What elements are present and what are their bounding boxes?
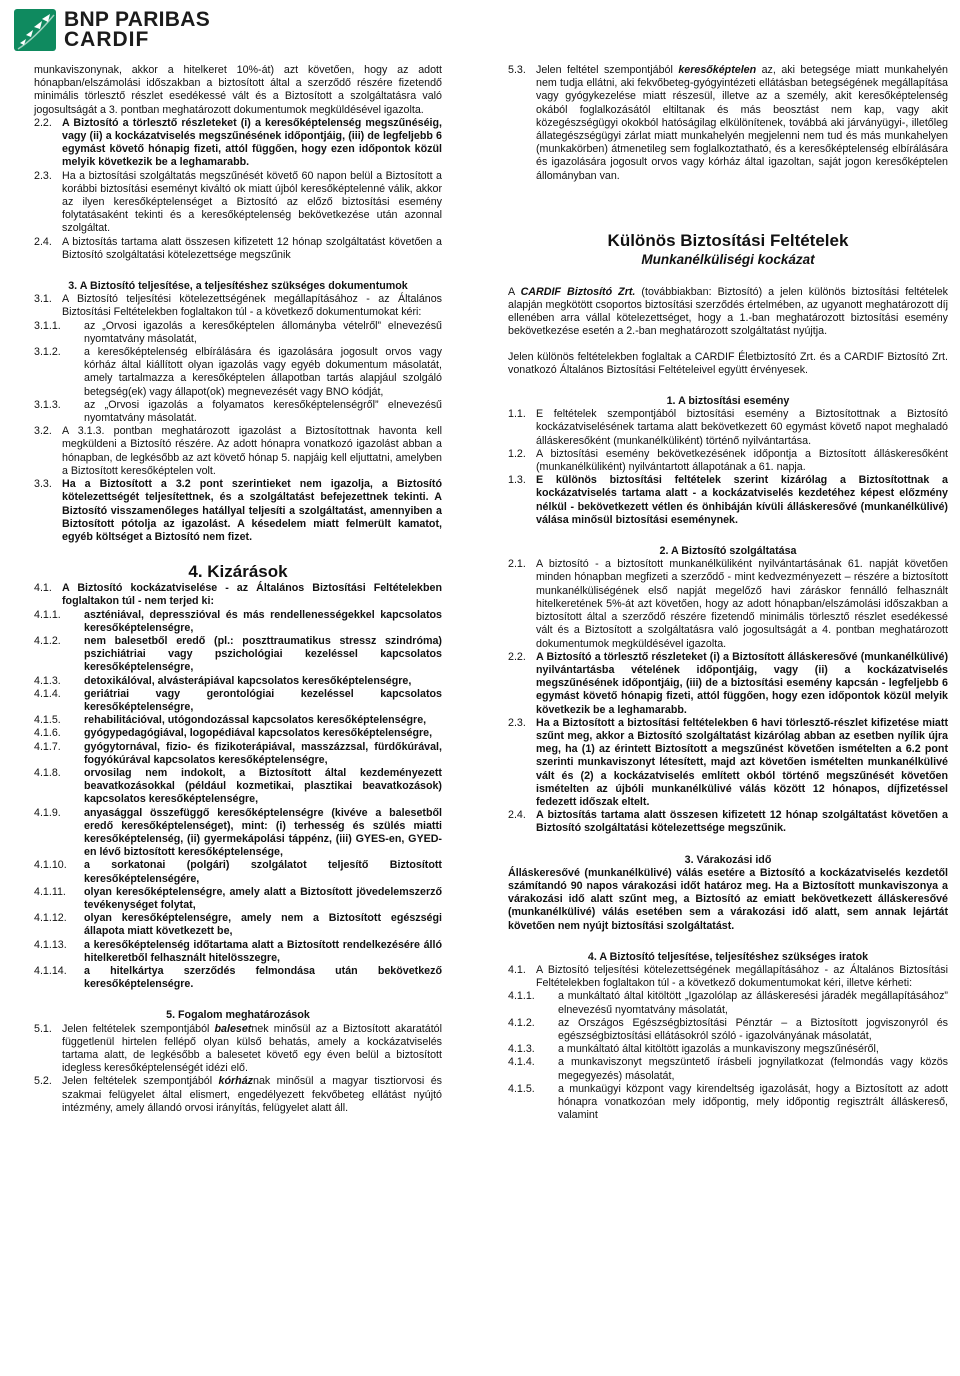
clause-number: 4.1. — [508, 963, 526, 976]
clause-text: a munkáltató által kitöltött igazolás a munkaviszony megszűnéséről, — [558, 1043, 879, 1056]
defined-term: baleset — [214, 1022, 252, 1035]
clause-2-1 — [508, 558, 948, 650]
clause-number: 4.1.3. — [508, 1043, 535, 1056]
clause-number: 4.1.3. — [34, 674, 61, 687]
clause-text: A 3.1.3. pontban meghatározott igazolást a Biztosítottnak havonta kell megküldeni a Biztosító részére. Az adott hónapra vonatkozó igazolást abban a hónapban, de legkésőbb az azt követő hónap 5. napjáig kell eljuttatni, amelyben a Biztosított keresőképtelen volt. — [62, 425, 442, 477]
clause-2-4 — [34, 236, 442, 262]
clause-text: A biztosító - a biztosított munkanélküliként nyilvántartásának 61. napját követően minden hónapban megfizeti a szerződő - mint kedvezményezett – részére a biztosított munkanélküliségének első napját megelőző havi záráskor fennálló felhasznált hitelkeretének 5%-át azt követően, hogy az adott hónapban/elszámolási időszakban a biztosított által a szerződő részére fizetendő minimális törlesztő részlet esedékessé vált és a Biztosított a szolgáltatásra való jogosultságát a 4. pontban meghatározott dokumentumok megküldésével igazolta. — [536, 558, 948, 650]
brand-name-line1: BNP PARIBAS — [64, 8, 211, 31]
list-item — [508, 1043, 948, 1056]
list-item — [34, 635, 442, 675]
clause-number: 3.1. — [34, 293, 52, 306]
text-part: Jelen feltételek szempontjából — [62, 1075, 219, 1088]
clause-number: 4.1.14. — [34, 965, 67, 977]
text-part: Jelen feltételek szempontjából — [62, 1022, 215, 1035]
defined-term: keresőképtelen — [678, 64, 757, 76]
document-subtitle: Munkanélküliségi kockázat — [641, 251, 815, 267]
clause-text: E különös biztosítási feltételek szerint kizárólag a Biztosítottnak a kockázatviselés tartama alatt - a kockázatviselés kezdetéhez képest előzmény nélkül - bekövetkezett vétlen és önhibáján kívüli álláskeresővé (munkanélkülivé) válása minősül biztosítási eseménynek. — [536, 474, 948, 526]
clause-text: olyan keresőképtelenségre, amely nem a Biztosított egészségi állapota miatt következett be, — [84, 912, 442, 938]
clause-number: 2.4. — [508, 809, 526, 822]
clause-2-3 — [34, 170, 442, 236]
clause-text: nem balesetből eredő (pl.: poszttraumatikus stressz szindróma) pszichiátriai vagy pszichológiai kezeléssel kapcsolatos keresőképtelenségre, — [84, 634, 442, 674]
clause-text: a keresőképtelenség időtartama alatt a Biztosított rendelkezésére álló hitelkeretből felhasznált hitelösszegre, — [84, 938, 442, 964]
clause-number: 4.1.2. — [34, 634, 61, 647]
text-part: (továbbiakban: Biztosító) a jelen különös biztosítási feltételek alapján megkötött csoportos biztosítási szerződés értelmében, az ugyanott meghatározott díj ellenében arra vállal kötelezettséget, hogy a 1.-ban meghatározott biztosítási esemény bekövetkezése esetén a 2.-ban meghatározott szolgáltatást nyújtja. — [508, 285, 948, 338]
clause-text: az „Orvosi igazolás a folyamatos keresőképtelenségről” elnevezésű nyomtatvány másolatát. — [84, 398, 442, 425]
clause-text: A biztosítási esemény bekövetkezésének időpontja a Biztosított álláskeresőként (munkanélküliként) nyilvántartott állapotának a 61. napja. — [536, 447, 948, 474]
section-5-heading: 5. Fogalom meghatározások — [166, 1009, 310, 1022]
clause-number: 4.1.4. — [508, 1056, 535, 1069]
brand-logo — [14, 6, 264, 54]
clause-text: az „Orvosi igazolás a keresőképtelen állományba vételről” elnevezésű nyomtatvány másolatát, — [84, 319, 442, 345]
list-item — [34, 675, 442, 688]
clause-text: aszténiával, depresszióval és más rendellenességekkel kapcsolatos keresőképtelenségre, — [84, 608, 442, 634]
clause-text: geriátriai vagy gerontológiai kezeléssel kapcsolatos keresőképtelenségre, — [84, 687, 442, 713]
list-item — [34, 859, 442, 885]
clause-text — [62, 1075, 442, 1115]
clause-text: gyógytornával, fizio- és fizikoterápiával, masszázzsal, fürdőkúrával, fogyókúrával kapcsolatos keresőképtelenségre, — [84, 740, 442, 766]
clause-5-1 — [34, 1023, 442, 1076]
text-part: nak minősül a magyar tisztiorvosi és szakmai felügyelet által elismert, engedélyezett fekvőbeteg ellátást nyújtó intézmény, amely állandó orvosi irányítás, felügyelet alatt áll. — [62, 1075, 442, 1114]
clause-number: 3.2. — [34, 425, 52, 438]
list-item — [34, 912, 442, 938]
list-item — [34, 714, 442, 727]
clause-number: 3.1.1. — [34, 319, 61, 332]
clause-3-1-3 — [34, 399, 442, 425]
list-item — [34, 688, 442, 714]
clause-number: 4.1.9. — [34, 806, 61, 819]
text-part: az, aki betegsége miatt munkahelyén nem tudja ellátni, aki fekvőbeteg-gyógyintézeti ellátásban betegségének megállapítása vagy gyógykezelése miatt részesül, illetve az a személy, akit keresőképtelenség okából foglalkozásától eltiltanak és más beosztást nem kap, vagy akit közegészségügyi okokból hatóságilag elkülönítenek, továbbá aki járványügyi-, illetőleg állategészségügyi zárlat miatt munkahelyén megjelenni nem tud és más munkahelyen (munkakörben) átmenetileg sem foglalkoztatható, és a keresőképtelenség elbírálására és igazolására jogosult orvos vagy kórház által igazoltan, saját jogon keresőképtelen állományban van. — [536, 64, 948, 182]
document-title: Különös Biztosítási Feltételek — [607, 230, 849, 250]
clause-number: 2.3. — [508, 716, 526, 729]
clause-text: A Biztosító a törlesztő részleteket (i) a keresőképtelenség megszűnéséig, vagy (ii) a kockázatviselés megszűnésének időpontjáig, (iii) de legfeljebb 6 egymást követő hónapig fizeti, attól függően, hogy ezen időpontok közül melyik következik be a leghamarabb. — [62, 116, 442, 169]
clause-3-1-1 — [34, 320, 442, 346]
clause-text: A Biztosító teljesítési kötelezettségének megállapításához - az Általános Biztosítási Feltételekben foglaltakon túl - a következő dokumentumokat kéri: — [62, 293, 442, 319]
clause-number: 1.3. — [508, 474, 526, 487]
clause-5-2 — [34, 1075, 442, 1115]
clause-text: A Biztosító kockázatviselése - az Általános Biztosítási Feltételekben foglaltakon túl - nem terjed ki: — [62, 582, 442, 608]
clause-1-2 — [508, 448, 948, 474]
list-item — [34, 767, 442, 807]
list-item — [508, 1056, 948, 1082]
clause-1-3 — [508, 474, 948, 527]
clause-text: A Biztosító teljesítési kötelezettségének megállapításához - az Általános Biztosítási Feltételekben foglaltakon túl - a következő dokumentumokat kéri, illetve kérheti: — [536, 963, 948, 990]
list-item — [508, 1083, 948, 1123]
clause-3-2 — [34, 425, 442, 478]
clause-number: 4.1.12. — [34, 912, 67, 925]
clause-text: a keresőképtelenség elbírálására és igazolására jogosult orvos vagy kórház által kiállított olyan igazolás vagy egyéb dokumentum másolatát, amely tartalmazza a keresőképtelen állapotban tartás alapjául szolgáló betegség(ek) vagy állapot(ok) megnevezését vagy BNO kódját, — [84, 346, 442, 398]
clause-text — [62, 1023, 442, 1076]
clause-text — [536, 64, 948, 183]
list-item — [508, 1017, 948, 1043]
list-item — [34, 886, 442, 912]
exclusions-list — [34, 609, 442, 992]
clause-number: 1.2. — [508, 447, 526, 460]
clause-text: detoxikálóval, alvásterápiával kapcsolatos keresőképtelenségre, — [84, 674, 412, 687]
clause-number: 4.1.10. — [34, 859, 67, 872]
brand-name-line2: CARDIF — [64, 28, 150, 51]
clause-number: 5.2. — [34, 1075, 52, 1088]
clause-4-1 — [508, 964, 948, 990]
clause-number: 4.1.1. — [34, 608, 61, 621]
right-column — [508, 64, 948, 1122]
intro-paragraph-2: Jelen különös feltételekben foglaltak a CARDIF Életbiztosító Zrt. és a CARDIF Biztosító Zrt. vonatkozó Általános Biztosítási Feltételeivel együtt érvényesek. — [508, 350, 948, 376]
clause-text: anyasággal összefüggő keresőképtelenségre (kivéve a balesetből eredő keresőképtelenséget), mint: (i) terhesség és szülés miatti keresőképtelenség, (ii) gyermekápolási táppénz, (iii) GYES-en, GYED-en lévő biztosított keresőképtelensége, — [84, 806, 442, 859]
section-3-heading: 3. A Biztosító teljesítése, a teljesítéshez szükséges dokumentumok — [68, 280, 408, 293]
defined-term: kórház — [218, 1075, 253, 1088]
clause-4-1 — [34, 582, 442, 608]
clause-text: Ha a Biztosított a 3.2 pont szerintieket nem igazolja, a Biztosító kötelezettségét teljesítettnek, és a szolgáltatást befejezettnek tekinti. A Biztosító visszamenőleges hatállyal teljesíti a szolgáltatást, amennyiben a Biztosított pótolja az igazolást. A késedelem miatt felmerült kamatot, egyéb költséget a Biztosító nem fizet. — [62, 478, 442, 543]
clause-text: orvosilag nem indokolt, a Biztosított által kezdeményezett beavatkozásokkal (például kozmetikai, plasztikai beavatkozások) kapcsolatos keresőképtelenségre, — [84, 766, 442, 806]
clause-2-4 — [508, 809, 948, 835]
list-item — [34, 939, 442, 965]
list-item — [34, 807, 442, 860]
clause-text: az Országos Egészségbiztosítási Pénztár – a Biztosított jogviszonyról és egészségbiztosítási ellátásokról szóló - igazolványának másolatát, — [558, 1016, 948, 1042]
clause-number: 4.1.11. — [34, 885, 66, 898]
clause-number: 2.2. — [34, 116, 52, 129]
clause-2-2 — [34, 117, 442, 170]
intro-paragraph — [508, 286, 948, 339]
clause-text: a hitelkártya szerződés felmondása után bekövetkező keresőképtelenségre. — [84, 965, 442, 991]
clause-text: A Biztosító a törlesztő részleteket (i) a Biztosított álláskeresővé (munkanélkülivé) nyilvántartásba vételének időpontjáig, vagy (ii) a kockázatviselés megszűnésének időpontjáig, (iii) de a biztosítási esemény kapcsán - legfeljebb 6 egymást követő hónapig fizeti, attól függően, hogy ezen időpontok közül melyik következik be a leghamarabb. — [536, 650, 948, 716]
clause-text: a munkaügyi központ vagy kirendeltség igazolását, hogy a Biztosított az adott hónapra vonatkozóan mely időpontig, mely időpontig regisztrált álláskereső, valamint — [558, 1082, 948, 1122]
list-item — [508, 990, 948, 1016]
text-part: A — [508, 285, 521, 298]
section-3-heading: 3. Várakozási idő — [684, 853, 772, 866]
clause-5-3 — [508, 64, 948, 183]
clause-number: 2.3. — [34, 169, 52, 182]
list-item — [34, 727, 442, 740]
clause-number: 4.1.5. — [34, 714, 61, 727]
clause-number: 2.4. — [34, 235, 52, 248]
clause-number: 4.1.4. — [34, 687, 61, 700]
clause-number: 4.1.7. — [34, 740, 61, 753]
clause-number: 4.1. — [34, 582, 52, 595]
clause-3-1-2 — [34, 346, 442, 399]
waiting-period-paragraph: Álláskeresővé (munkanélkülivé) válás esetére a Biztosító a kockázatviselés kezdetől számítandó 90 napos várakozási időt határoz meg. Ha a Biztosított munkaviszonya a várakozási idő alatt szűnt meg, a Biztosító az emiatt bekövetkezett álláskeresővé (munkanélkülivé) válás esetében sem a várakozási idő alatt, sem annak lejártát követően nem nyújt biztosítási szolgáltatást. — [508, 866, 948, 932]
left-column — [34, 64, 442, 1115]
clause-text: a munkaviszonyt megszüntető írásbeli jognyilatkozat (felmondás vagy közös megegyezés) másolatát, — [558, 1056, 948, 1082]
clause-text: A biztosítás tartama alatt összesen kifizetett 12 hónap szolgáltatást követően a Biztosító szolgáltatási kötelezettsége megszűnik. — [536, 809, 948, 835]
clause-1-1 — [508, 408, 948, 448]
section-4-heading: 4. Kizárások — [188, 562, 288, 582]
clause-text: olyan keresőképtelenségre, amely alatt a Biztosított jövedelemszerző tevékenységet folytat, — [84, 885, 442, 911]
section-4-heading: 4. A Biztosító teljesítése, teljesítéshez szükséges iratok — [587, 950, 869, 963]
list-item — [34, 965, 442, 991]
clause-number: 4.1.6. — [34, 727, 61, 740]
clause-number: 5.3. — [508, 64, 526, 76]
text-part: Jelen feltétel szempontjából — [536, 64, 679, 76]
clause-text: Ha a biztosítási szolgáltatás megszűnését követő 60 napon belül a Biztosított a korábbi biztosítási eseményt kiváltó ok miatt újból keresőképtelenné válik, akkor az ilyen keresőképtelenséget a Biztosító az előző biztosítási esemény folytatásaként tekinti és a keresőképtelenség bekövetkezése után azonnal szolgáltat. — [62, 169, 442, 235]
clause-number: 4.1.2. — [508, 1016, 535, 1029]
clause-3-3 — [34, 478, 442, 544]
section-1-heading: 1. A biztosítási esemény — [666, 395, 790, 408]
company-name: CARDIF Biztosító Zrt. — [520, 285, 636, 298]
clause-text: gyógypedagógiával, logopédiával kapcsolatos keresőképtelenségre, — [84, 727, 433, 740]
clause-text: rehabilitációval, utógondozással kapcsolatos keresőképtelenségre, — [84, 714, 427, 727]
list-item — [34, 741, 442, 767]
documents-list — [508, 990, 948, 1122]
clause-number: 4.1.13. — [34, 938, 67, 951]
clause-text: E feltételek szempontjából biztosítási esemény a Biztosítottnak a Biztosító kockázatviselésének tartama alatt bekövetkezett 60 egymást követő napot meghaladó álláskeresőként (munkanélküliként) történő nyilvántartása. — [536, 408, 948, 447]
list-item — [34, 609, 442, 635]
clause-text: Ha a Biztosított a biztosítási feltételekben 6 havi törlesztő-részlet kifizetése miatt szűnt meg, akkor a Biztosító szolgáltatást kizárólag abban az esetben nyílik újra meg, ha (1) az érintett Biztosított a megszűnést követően ismételten a 6.2 pont szerinti munkaviszonyt létesített, majd azt követően ismételten munkanélkülivé vált és (2) a kockázatviselés említett okból történő megszűnését követően ismételten az újbóli munkanélkülivé válás között 12 hónapos, díjfizetéssel fedezett időszak eltelt. — [536, 716, 948, 808]
clause-number: 5.1. — [34, 1022, 52, 1035]
clause-number: 4.1.8. — [34, 766, 61, 779]
section-2-heading: 2. A Biztosító szolgáltatása — [659, 545, 797, 558]
clause-number: 2.1. — [508, 558, 526, 571]
clause-3-1 — [34, 293, 442, 319]
clause-number: 2.2. — [508, 650, 526, 663]
clause-text: A biztosítás tartama alatt összesen kifizetett 12 hónap szolgáltatást követően a Biztosító szolgáltatási kötelezettsége megszűnik — [62, 235, 442, 261]
clause-2-3 — [508, 717, 948, 809]
text-part: nek minősül az a Biztosított akaratától függetlenül hirtelen fellépő olyan külső behatás, amely a kockázatviselés tartama alatt, de legkésőbb a balesetet követő egy éven belül a biztosított idegless keresőképtelenségét idézi elő. — [62, 1022, 442, 1075]
clause-number: 3.3. — [34, 478, 52, 491]
continuation-paragraph: munkaviszonynak, akkor a hitelkeret 10%-át) azt követően, hogy az adott hónapban/elszámolási időszakban a biztosított által a szerződő részére fizetendő minimális törlesztő részlet esedékessé vált és a Biztosított a szolgáltatásra való jogosultságát a 3. pontban meghatározott dokumentumok megküldésével igazolta. — [34, 64, 442, 116]
clause-number: 4.1.1. — [508, 990, 535, 1003]
bnp-stars-icon — [14, 9, 56, 51]
clause-text: a sorkatonai (polgári) szolgálatot teljesítő Biztosított keresőképtelenségére, — [84, 859, 442, 885]
clause-number: 3.1.2. — [34, 346, 61, 359]
clause-text: a munkáltató által kitöltött „Igazolólap az álláskeresési járadék megállapításához” elnevezésű nyomtatvány másolatát, — [558, 990, 948, 1016]
clause-number: 1.1. — [508, 408, 526, 421]
clause-number: 4.1.5. — [508, 1082, 535, 1095]
clause-number: 3.1.3. — [34, 398, 61, 411]
clause-2-2 — [508, 651, 948, 717]
